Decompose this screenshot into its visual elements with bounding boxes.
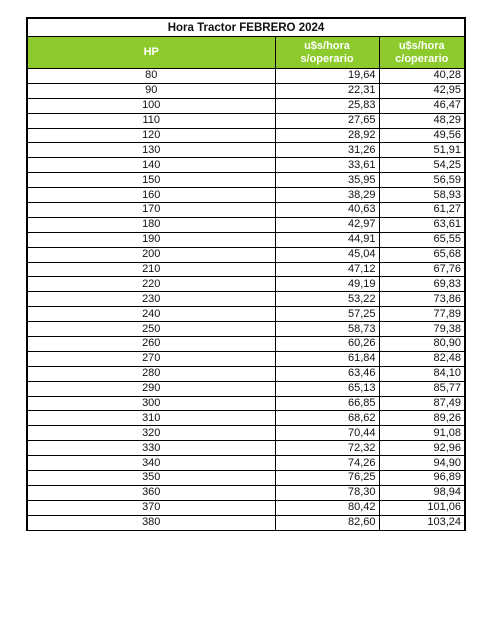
- table-row: [27, 69, 465, 84]
- hp-cell: 240: [27, 307, 275, 322]
- header-c-operario: [379, 37, 465, 69]
- hp-cell: 270: [27, 351, 275, 366]
- hp-cell: 80: [27, 69, 275, 84]
- hp-cell: 150: [27, 173, 275, 188]
- s-operario-cell: 53,22: [275, 292, 379, 307]
- table-row: [27, 247, 465, 262]
- table-row: [27, 351, 465, 366]
- s-operario-cell: 57,25: [275, 307, 379, 322]
- s-operario-cell: 42,97: [275, 217, 379, 232]
- c-operario-cell: 85,77: [379, 381, 465, 396]
- s-operario-cell: 33,61: [275, 158, 379, 173]
- c-operario-cell: 94,90: [379, 456, 465, 471]
- s-operario-cell: 19,64: [275, 69, 379, 84]
- s-operario-cell: 38,29: [275, 188, 379, 203]
- hp-cell: 250: [27, 322, 275, 337]
- table-row: [27, 83, 465, 98]
- s-operario-cell: 82,60: [275, 515, 379, 530]
- s-operario-cell: 25,83: [275, 98, 379, 113]
- table-row: [27, 158, 465, 173]
- s-operario-cell: 65,13: [275, 381, 379, 396]
- s-operario-cell: 47,12: [275, 262, 379, 277]
- c-operario-cell: 65,68: [379, 247, 465, 262]
- s-operario-cell: 27,65: [275, 113, 379, 128]
- hp-cell: 90: [27, 83, 275, 98]
- table-row: [27, 173, 465, 188]
- header-hp: HP: [27, 37, 275, 69]
- s-operario-cell: 49,19: [275, 277, 379, 292]
- c-operario-cell: 96,89: [379, 471, 465, 486]
- table-row: [27, 307, 465, 322]
- hp-cell: 120: [27, 128, 275, 143]
- table-row: [27, 485, 465, 500]
- table-row: [27, 277, 465, 292]
- c-operario-cell: 87,49: [379, 396, 465, 411]
- table-row: [27, 98, 465, 113]
- table-row: [27, 143, 465, 158]
- c-operario-cell: 77,89: [379, 307, 465, 322]
- hp-cell: 190: [27, 232, 275, 247]
- table-row: [27, 188, 465, 203]
- table-title: Hora Tractor FEBRERO 2024: [27, 18, 465, 37]
- table-row: [27, 515, 465, 530]
- c-operario-cell: 79,38: [379, 322, 465, 337]
- c-operario-cell: 84,10: [379, 366, 465, 381]
- s-operario-cell: 63,46: [275, 366, 379, 381]
- hp-cell: 230: [27, 292, 275, 307]
- s-operario-cell: 66,85: [275, 396, 379, 411]
- table-row: [27, 426, 465, 441]
- table-row: [27, 322, 465, 337]
- c-operario-cell: 56,59: [379, 173, 465, 188]
- header-s-operario-line1: u$s/hora: [304, 39, 350, 52]
- table-row: [27, 456, 465, 471]
- table-row: [27, 262, 465, 277]
- s-operario-cell: 72,32: [275, 441, 379, 456]
- c-operario-cell: 67,76: [379, 262, 465, 277]
- c-operario-cell: 103,24: [379, 515, 465, 530]
- hp-cell: 310: [27, 411, 275, 426]
- c-operario-cell: 69,83: [379, 277, 465, 292]
- table-row: [27, 411, 465, 426]
- s-operario-cell: 40,63: [275, 203, 379, 218]
- c-operario-cell: 42,95: [379, 83, 465, 98]
- hp-cell: 350: [27, 471, 275, 486]
- s-operario-cell: 68,62: [275, 411, 379, 426]
- s-operario-cell: 80,42: [275, 500, 379, 515]
- c-operario-cell: 54,25: [379, 158, 465, 173]
- table-row: [27, 500, 465, 515]
- header-s-operario-line2: s/operario: [300, 52, 354, 65]
- price-table: [26, 17, 466, 531]
- hp-cell: 330: [27, 441, 275, 456]
- s-operario-cell: 22,31: [275, 83, 379, 98]
- c-operario-cell: 58,93: [379, 188, 465, 203]
- table-row: [27, 396, 465, 411]
- c-operario-cell: 51,91: [379, 143, 465, 158]
- hp-cell: 160: [27, 188, 275, 203]
- hp-cell: 110: [27, 113, 275, 128]
- s-operario-cell: 44,91: [275, 232, 379, 247]
- s-operario-cell: 28,92: [275, 128, 379, 143]
- s-operario-cell: 35,95: [275, 173, 379, 188]
- c-operario-cell: 101,06: [379, 500, 465, 515]
- s-operario-cell: 45,04: [275, 247, 379, 262]
- header-c-operario-line1: u$s/hora: [398, 39, 445, 52]
- hp-cell: 320: [27, 426, 275, 441]
- s-operario-cell: 61,84: [275, 351, 379, 366]
- table-row: [27, 337, 465, 352]
- s-operario-cell: 74,26: [275, 456, 379, 471]
- hp-cell: 290: [27, 381, 275, 396]
- header-row: [27, 37, 465, 69]
- table-row: [27, 471, 465, 486]
- c-operario-cell: 48,29: [379, 113, 465, 128]
- hp-cell: 100: [27, 98, 275, 113]
- hp-cell: 300: [27, 396, 275, 411]
- hp-cell: 180: [27, 217, 275, 232]
- s-operario-cell: 78,30: [275, 485, 379, 500]
- table-row: [27, 113, 465, 128]
- c-operario-cell: 80,90: [379, 337, 465, 352]
- c-operario-cell: 89,26: [379, 411, 465, 426]
- c-operario-cell: 61,27: [379, 203, 465, 218]
- hp-cell: 170: [27, 203, 275, 218]
- hp-cell: 280: [27, 366, 275, 381]
- hp-cell: 370: [27, 500, 275, 515]
- c-operario-cell: 49,56: [379, 128, 465, 143]
- s-operario-cell: 76,25: [275, 471, 379, 486]
- c-operario-cell: 92,96: [379, 441, 465, 456]
- c-operario-cell: 98,94: [379, 485, 465, 500]
- c-operario-cell: 82,48: [379, 351, 465, 366]
- c-operario-cell: 65,55: [379, 232, 465, 247]
- hp-cell: 140: [27, 158, 275, 173]
- hp-cell: 360: [27, 485, 275, 500]
- c-operario-cell: 73,86: [379, 292, 465, 307]
- header-c-operario-line2: c/operario: [395, 52, 449, 65]
- c-operario-cell: 40,28: [379, 69, 465, 84]
- table-row: [27, 232, 465, 247]
- table-row: [27, 381, 465, 396]
- s-operario-cell: 70,44: [275, 426, 379, 441]
- hp-cell: 130: [27, 143, 275, 158]
- table-row: [27, 366, 465, 381]
- price-table-sheet: [26, 17, 464, 531]
- hp-cell: 220: [27, 277, 275, 292]
- header-s-operario: [275, 37, 379, 69]
- c-operario-cell: 91,08: [379, 426, 465, 441]
- table-row: [27, 217, 465, 232]
- table-row: [27, 203, 465, 218]
- hp-cell: 210: [27, 262, 275, 277]
- s-operario-cell: 31,26: [275, 143, 379, 158]
- hp-cell: 340: [27, 456, 275, 471]
- c-operario-cell: 63,61: [379, 217, 465, 232]
- hp-cell: 380: [27, 515, 275, 530]
- hp-cell: 260: [27, 337, 275, 352]
- hp-cell: 200: [27, 247, 275, 262]
- table-row: [27, 128, 465, 143]
- c-operario-cell: 46,47: [379, 98, 465, 113]
- table-row: [27, 292, 465, 307]
- s-operario-cell: 60,26: [275, 337, 379, 352]
- table-body: [27, 69, 465, 531]
- s-operario-cell: 58,73: [275, 322, 379, 337]
- table-row: [27, 441, 465, 456]
